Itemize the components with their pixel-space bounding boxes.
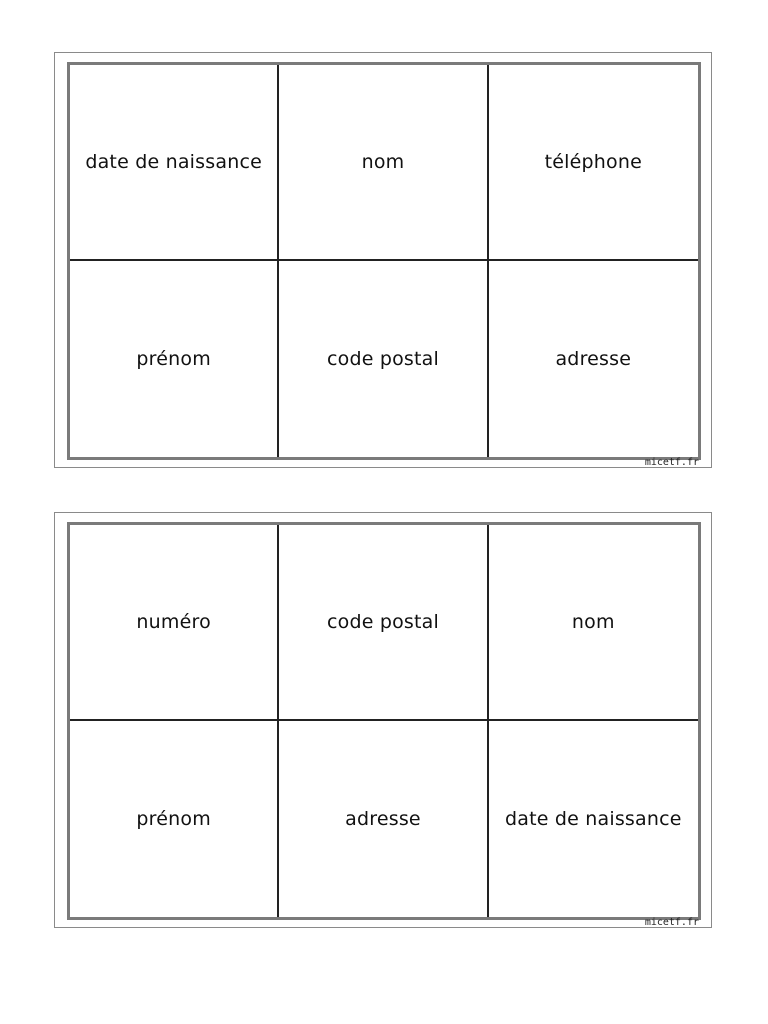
word-cell: adresse [279,721,488,917]
word-grid [67,62,701,460]
word-cell: nom [279,65,488,261]
word-cell: date de naissance [70,65,279,261]
word-card-sheet-2 [54,512,712,928]
source-credit: micetf.fr [644,457,699,468]
word-card-sheet-1 [54,52,712,468]
source-credit: micetf.fr [644,917,699,928]
word-cell: code postal [279,525,488,721]
word-cell: numéro [70,525,279,721]
word-grid [67,522,701,920]
word-cell: date de naissance [504,808,682,830]
word-cell: prénom [70,721,279,917]
word-cell: adresse [555,348,632,370]
word-cell: nom [489,525,698,721]
word-cell: téléphone [489,65,698,261]
word-cell: code postal [279,261,488,457]
word-cell: prénom [70,261,279,457]
